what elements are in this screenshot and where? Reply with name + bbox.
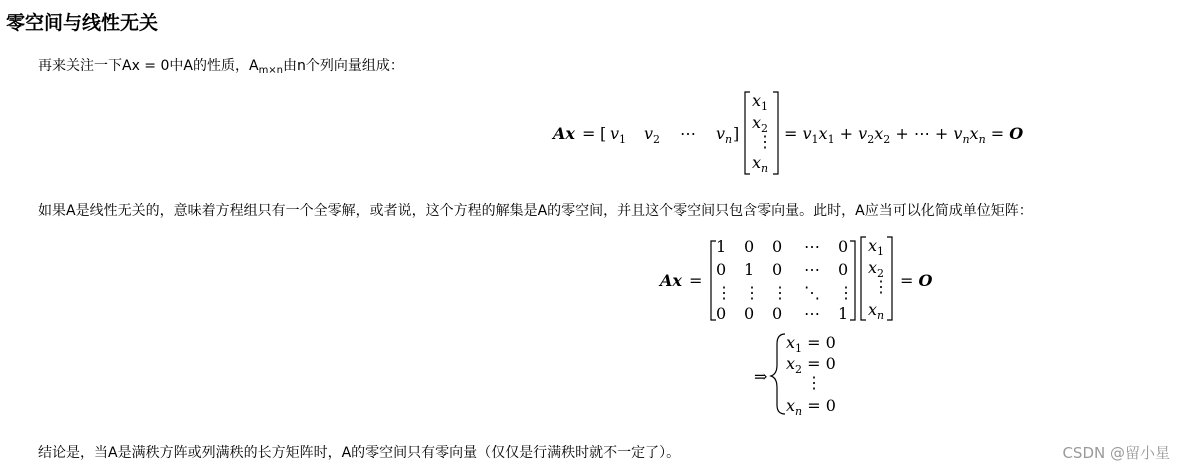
eq1-x1: $x_1$	[752, 91, 769, 113]
eq3-case-2: $x_2 = 0$	[786, 354, 836, 376]
matrix-cell: ⋮	[772, 283, 788, 302]
eq3-case-1: $x_1 = 0$	[786, 333, 836, 355]
eq2-col-bracket-left	[861, 237, 866, 320]
eq1-xdots: ⋮	[757, 132, 773, 151]
equation-1	[551, 91, 1023, 175]
eq2-x1: $x_1$	[868, 236, 885, 258]
equation-2	[658, 236, 933, 323]
identity-matrix	[716, 237, 854, 323]
eq1-equals: =	[582, 124, 596, 143]
watermark: CSDN @留小星	[1062, 444, 1170, 462]
eq1-row-close: ]	[733, 124, 740, 143]
eq3-brace	[771, 334, 785, 414]
matrix-cell: ⋯	[804, 304, 820, 323]
matrix-cell: 0	[772, 237, 783, 256]
eq3-implies: ⇒	[754, 367, 768, 386]
paragraph-conclusion: 结论是，当A是满秩方阵或列满秩的长方矩阵时，A的零空间只有零向量（仅仅是行满秩时就不一定了）。	[38, 445, 681, 461]
eq1-lhs: Ax	[553, 124, 575, 143]
matrix-cell: ⋯	[804, 237, 820, 256]
eq3-case-dots: ⋮	[806, 373, 822, 392]
eq3-case-n: $x_n = 0$	[786, 396, 836, 418]
matrix-cell: ⋯	[804, 260, 820, 279]
matrix-cell: ⋱	[804, 283, 820, 302]
matrix-cell: 0	[744, 237, 755, 256]
eq2-xdots: ⋮	[873, 277, 889, 296]
paragraph-linear-independence: 如果A是线性无关的，意味着方程组只有一个全零解，或者说，这个方程的解集是A的零空间，并且这个零空间只包含零向量。此时，A应当可以化简成单位矩阵：	[38, 203, 1033, 219]
matrix-cell: 1	[838, 304, 849, 323]
eq1-vdots: ⋯	[680, 124, 696, 143]
matrix-cell: 0	[716, 260, 727, 279]
section-title: 零空间与线性无关	[6, 12, 159, 34]
eq1-v1: $v_1$	[610, 124, 627, 146]
eq1-vn: $v_n$	[716, 124, 733, 146]
matrix-cell: 0	[716, 304, 727, 323]
eq1-col-bracket-left	[745, 92, 750, 174]
eq1-col-bracket-right	[773, 92, 778, 174]
eq2-equals: =	[689, 271, 703, 290]
eq2-rhs: = O	[900, 271, 933, 290]
matrix-cell: ⋮	[744, 283, 760, 302]
matrix-cell: ⋮	[716, 283, 732, 302]
eq1-row-open: [	[600, 124, 607, 143]
matrix-cell: 0	[772, 260, 783, 279]
matrix-cell: 1	[744, 260, 755, 279]
matrix-cell: 0	[838, 237, 849, 256]
eq2-lhs: Ax	[660, 271, 682, 290]
equation-3	[754, 333, 836, 418]
eq2-xn: $x_n$	[868, 300, 885, 322]
eq1-rhs: = $v_1x_1 + v_2x_2$ + ⋯ + $v_nx_n = O$	[784, 124, 1024, 146]
matrix-cell: 0	[838, 260, 849, 279]
matrix-cell: 0	[772, 304, 783, 323]
matrix-cell: 0	[744, 304, 755, 323]
eq1-v2: $v_2$	[644, 124, 661, 146]
eq2-matrix-bracket-right	[850, 241, 855, 320]
eq1-xn: $x_n$	[752, 153, 769, 175]
intro-text-after: 由n个列向量组成：	[283, 58, 404, 74]
intro-text-before: 再来关注一下Ax = 0中A的性质，A	[38, 58, 259, 74]
eq1-x2: $x_2$	[752, 113, 769, 135]
intro-subscript: m×n	[258, 65, 284, 76]
matrix-cell: 1	[716, 237, 727, 256]
eq2-x2: $x_2$	[868, 258, 885, 280]
matrix-cell: ⋮	[838, 283, 854, 302]
